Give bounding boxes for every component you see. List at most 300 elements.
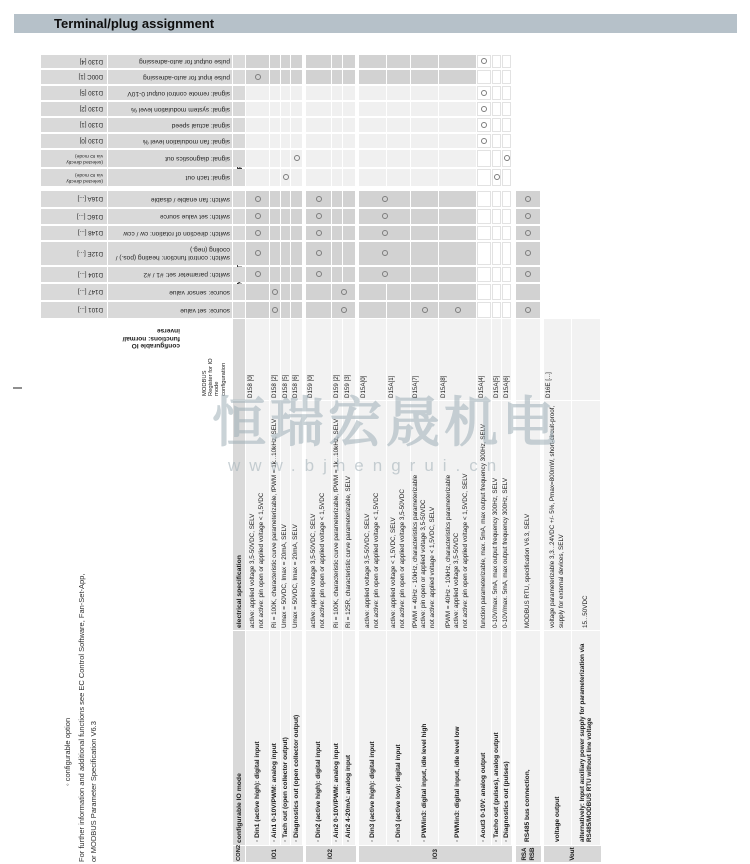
matrix-cell-direction-rsa: [516, 226, 540, 240]
matrix-cell-direction-diag_oc: [291, 226, 302, 240]
matrix-cell-diag_out-din3h: [359, 150, 386, 167]
io-mode-column-header: configurable IO mode: [233, 631, 245, 845]
matrix-cell-set_value-din1: [246, 302, 269, 318]
spec-line: active: applied voltage 3,5-50VDC, SELV: [309, 513, 317, 628]
spec-line: not active: pin open or applied voltage < 1,5VDC: [372, 492, 380, 628]
rotated-text-line: (selected directly: [66, 177, 103, 183]
rotated-text-line: source: sensor value: [169, 288, 230, 296]
con2-column-header: CON2: [233, 846, 245, 862]
availability-circle: [316, 214, 322, 220]
matrix-cell-tach_out-pwm3l: [439, 169, 476, 186]
fold-mark: [13, 387, 22, 389]
matrix-cell-speed-diag_oc: [291, 118, 302, 132]
rotated-text-wrap: [108, 209, 232, 224]
matrix-cell-pulse_in-din3h: [359, 70, 386, 84]
matrix-cell-pulse_out-din3l: [387, 55, 410, 68]
io-mode-diag_oc: [291, 631, 302, 845]
matrix-cell-speed-din3h: [359, 118, 386, 132]
availability-circle: [481, 106, 487, 112]
io-mode-vout1: [544, 631, 571, 845]
footnote-further-info: For further information and additional functions see EC Control Software, Fan-Set-App,: [77, 573, 86, 862]
rotated-text-line: pulse output for auto-adressing: [139, 58, 230, 66]
rotated-text-line: D130 [0]: [79, 137, 103, 145]
matrix-cell-param_set-din3hl: [359, 267, 410, 282]
matrix-cell-fan_enable-ain2a: [332, 191, 342, 207]
matrix-cell-speed-diag_p: [502, 118, 511, 132]
matrix-cell-fan_enable-din2: [306, 191, 331, 207]
register-aout3: [477, 319, 491, 400]
matrix-cell-diag_out-pwm3h: [411, 150, 438, 167]
matrix-cell-direction-tacho_p: [492, 226, 501, 240]
rotated-text-wrap: [41, 226, 107, 240]
matrix-cell-tach_out-aout3: [477, 169, 491, 186]
matrix-cell-ctrl_func-pwm3h: [411, 242, 438, 265]
io-mode-ain2b: [343, 631, 355, 845]
io-mode-din3h: [359, 631, 386, 845]
availability-circle: [382, 251, 388, 257]
io-mode-text: ◦ Ain1 0-10V/PWM: analog input: [271, 743, 279, 842]
matrix-cell-param_set-ain2a: [332, 267, 342, 282]
availability-circle: [255, 196, 261, 202]
matrix-cell-direction-din2: [306, 226, 331, 240]
spec-line: 0-10V/max. 5mA, max output frequency 300Hz, SELV: [502, 477, 510, 628]
matrix-cell-tach_out-din3h: [359, 169, 386, 186]
matrix-cell-ctrl_func-tacho_p: [492, 242, 501, 265]
matrix-cell-fan_enable-tach_oc: [281, 191, 290, 207]
rotated-text-line: switch: control function: heating (pos.) / cooling (neg.): [115, 246, 230, 261]
spec-line: voltage parameterizable 3,3...24VDC +/- 5%, Pmax=800mW, short-circuit-proof,: [548, 405, 556, 628]
matrix-cell-sensor_value-tach_oc: [281, 284, 290, 300]
availability-circle: [255, 230, 261, 236]
matrix-cell-speed-ain2a: [332, 118, 342, 132]
matrix-cell-diag_out-diag_oc: [291, 150, 302, 167]
register-tacho_p: [492, 319, 501, 400]
matrix-cell-speed-din3l: [387, 118, 410, 132]
matrix-cell-sv_source-diag_p: [502, 209, 511, 224]
io-mode-text: ◦ PWMin3: digital input, idle level low: [453, 726, 461, 842]
availability-circle: [504, 156, 510, 162]
register-code: D159 [0]: [307, 374, 314, 398]
io-mode-text: RS485 bus connection,: [524, 769, 532, 842]
rotated-text-wrap: [108, 226, 232, 240]
matrix-cell-sensor_value-din3h: [359, 284, 386, 300]
matrix-cell-ctrl_func-din3hl: [359, 242, 410, 265]
rotated-text-wrap: [108, 70, 232, 84]
availability-circle: [525, 307, 531, 313]
availability-circle: [382, 196, 388, 202]
matrix-cell-ctrl_func-rsa: [516, 242, 540, 265]
con2-group-IO3: [359, 846, 512, 862]
register-tach_oc: [281, 319, 290, 400]
matrix-cell-fan_mod-din2: [306, 134, 331, 148]
matrix-cell-ctrl_func-ain2a: [332, 242, 342, 265]
matrix-cell-remote-pwm3h: [411, 86, 438, 100]
register-din1: [246, 319, 269, 400]
matrix-cell-param_set-tach_oc: [281, 267, 290, 282]
matrix-cell-fan_mod-ain1: [270, 134, 280, 148]
matrix-cell-sys_mod-din3h: [359, 102, 386, 116]
matrix-cell-sys_mod-tacho_p: [492, 102, 501, 116]
rotated-text-line: D16C [...]: [76, 213, 103, 220]
matrix-cell-speed-din1: [246, 118, 269, 132]
register-code: D15A[6]: [503, 375, 510, 398]
matrix-cell-remote-diag_p: [502, 86, 511, 100]
matrix-cell-diag_out-aout3: [477, 150, 491, 167]
matrix-cell-tach_out-diag_oc: [291, 169, 302, 186]
availability-circle: [525, 214, 531, 220]
matrix-cell-ctrl_func-diag_p: [502, 242, 511, 265]
matrix-cell-sv_source-ain1: [270, 209, 280, 224]
spec-line: not active: pin open or applied voltage 3,5-50VDC: [398, 489, 406, 628]
spec-line: Ri = 100K, characteristic curve parameterizable, fPWM = 1k...10kHz, SELV: [332, 418, 340, 628]
matrix-cell-remote-tach_oc: [281, 86, 290, 100]
modbus-header-line2: Register for IO: [208, 358, 215, 396]
matrix-cell-sensor_value-din2: [306, 284, 331, 300]
function-headerrow-cell-sv_source: [233, 209, 245, 224]
matrix-cell-set_value-ain1: [270, 302, 280, 318]
io-mode-ain2a: [332, 631, 342, 845]
electrical-spec-column-header: electrical specification: [233, 401, 245, 630]
matrix-cell-pulse_in-pwm3h: [411, 70, 438, 84]
rotated-text-wrap: [41, 242, 107, 265]
spec-line: not active: pin open or applied voltage < 1,5VDC: [318, 492, 326, 628]
io-mode-din2: [306, 631, 331, 845]
spec-line: active: applied voltage 3,5-50VDC: [453, 532, 461, 628]
spec-rsa: [516, 401, 540, 630]
io-mode-pwm3l: [439, 631, 476, 845]
con2-group-Vout: [544, 846, 601, 862]
matrix-cell-remote-tacho_p: [492, 86, 501, 100]
rotated-text-line: D130 [4]: [79, 58, 103, 65]
matrix-cell-remote-diag_oc: [291, 86, 302, 100]
availability-circle: [525, 230, 531, 236]
matrix-cell-sv_source-rsa: [516, 209, 540, 224]
matrix-cell-sv_source-ain2a: [332, 209, 342, 224]
spec-line: Umax = 50VDC, Imax = 20mA, SELV: [281, 524, 289, 628]
availability-circle: [525, 196, 531, 202]
rotated-text-line: D16A [...]: [77, 195, 103, 203]
function-headerrow-cell-speed: [233, 118, 245, 132]
matrix-cell-set_value-ain2ab: [332, 302, 355, 318]
register-code: D15A[7]: [412, 375, 419, 398]
matrix-cell-fan_mod-din3h: [359, 134, 386, 148]
matrix-cell-diag_out-tach_oc: [281, 150, 290, 167]
function-headerrow-cell-fan_enable: [233, 191, 245, 207]
rotated-text-wrap: [41, 150, 107, 167]
availability-circle: [272, 289, 278, 295]
availability-circle: [255, 214, 261, 220]
matrix-cell-fan_mod-din3l: [387, 134, 410, 148]
rotated-text-wrap: [108, 102, 232, 116]
spec-line: Ri = 125R, characteristic curve parameterizable, SELV: [344, 476, 352, 628]
spec-line: 0-10V/max. 5mA, max output frequency 300Hz, SELV: [492, 477, 500, 628]
spec-line: not active: pin open or applied voltage < 1,5VDC, SELV: [461, 473, 469, 628]
rotated-text-line: D12E [...]: [77, 250, 103, 257]
rotated-text-wrap: [41, 102, 107, 116]
io-mode-text: ◦ Din3 (active high): digital input: [368, 741, 376, 842]
matrix-cell-pulse_out-din2: [306, 55, 331, 68]
availability-circle: [316, 251, 322, 257]
rotated-text-wrap: [41, 169, 107, 186]
matrix-cell-ctrl_func-tach_oc: [281, 242, 290, 265]
availability-circle: [481, 122, 487, 128]
rotated-text-line: D101 [...]: [77, 306, 103, 314]
availability-circle: [382, 214, 388, 220]
spec-line: MODBUS RTU, specification V6.3, SELV: [523, 513, 531, 628]
io-mode-rsa: [516, 631, 540, 845]
spec-din3l: [387, 401, 410, 630]
modbus-header-line4: configuration: [220, 362, 227, 396]
io-mode-text: ◦ Diagnostics out (open collector output): [292, 714, 300, 842]
matrix-cell-speed-ain2b: [343, 118, 355, 132]
matrix-cell-pulse_out-din1: [246, 55, 269, 68]
matrix-cell-sensor_value-aout3: [477, 284, 491, 300]
matrix-cell-param_set-ain1: [270, 267, 280, 282]
function-headerrow-cell-fan_mod: [233, 134, 245, 148]
spec-tach_oc: [281, 401, 290, 630]
matrix-cell-tach_out-din3l: [387, 169, 410, 186]
matrix-cell-speed-tach_oc: [281, 118, 290, 132]
rotated-text-wrap: [108, 86, 232, 100]
availability-circle: [481, 138, 487, 144]
rotated-text-line: via IO mode): [75, 153, 103, 159]
matrix-cell-direction-ain1: [270, 226, 280, 240]
con2-group-label: RSA: [521, 847, 528, 861]
spec-ain2b: [343, 401, 355, 630]
register-code: D15A[0]: [360, 375, 367, 398]
availability-circle: [382, 230, 388, 236]
matrix-cell-set_value-pwm3l: [439, 302, 476, 318]
rotated-text-line: D148 [...]: [77, 229, 103, 237]
matrix-cell-tach_out-tach_oc: [281, 169, 290, 186]
matrix-cell-pulse_in-ain1: [270, 70, 280, 84]
matrix-cell-direction-diag_p: [502, 226, 511, 240]
availability-circle: [294, 156, 300, 162]
availability-circle: [455, 307, 461, 313]
rotated-text-line: D130 [2]: [79, 105, 103, 113]
availability-circle: [272, 307, 278, 313]
register-code: D15A[4]: [478, 375, 485, 398]
matrix-cell-tach_out-ain2a: [332, 169, 342, 186]
matrix-cell-param_set-aout3: [477, 267, 491, 282]
watermark-cjk: 恒瑞宏晟机电: [212, 393, 560, 453]
io-functions-header-line2: functions: normal/: [122, 334, 180, 342]
matrix-cell-sys_mod-diag_oc: [291, 102, 302, 116]
matrix-cell-pulse_out-pwm3h: [411, 55, 438, 68]
function-headerrow-cell-ctrl_func: [233, 242, 245, 265]
matrix-cell-pulse_in-din2: [306, 70, 331, 84]
spec-din3h: [359, 401, 386, 630]
matrix-cell-param_set-rsa: [516, 267, 540, 282]
con2-group-label: Vout: [568, 847, 576, 861]
matrix-cell-sv_source-ain2b: [343, 209, 355, 224]
spec-pwm3l: [439, 401, 476, 630]
matrix-cell-sv_source-din2: [306, 209, 331, 224]
rotated-text-wrap: [108, 242, 232, 265]
matrix-cell-param_set-pwm3h: [411, 267, 438, 282]
matrix-cell-set_value-din2: [306, 302, 331, 318]
register-column-header-cell: [233, 319, 245, 400]
footnote-configurable-option: ◦ configurable option: [63, 717, 72, 786]
matrix-cell-ctrl_func-din2: [306, 242, 331, 265]
matrix-cell-pulse_out-pwm3l: [439, 55, 476, 68]
io-mode-text: ◦ PWMin3: digital input, idle level high: [420, 723, 428, 842]
availability-circle: [283, 175, 289, 181]
spec-tacho_p: [492, 401, 501, 630]
availability-circle: [255, 272, 261, 278]
availability-circle: [494, 175, 500, 181]
matrix-cell-sensor_value-rsa: [516, 284, 540, 300]
matrix-cell-tach_out-din2: [306, 169, 331, 186]
io-functions-header-line3: inverse: [156, 327, 180, 335]
matrix-cell-diag_out-tacho_p: [492, 150, 501, 167]
spec-ain1: [270, 401, 280, 630]
matrix-cell-param_set-din2: [306, 267, 331, 282]
con2-group-label: IO1: [270, 849, 278, 859]
matrix-cell-sys_mod-ain2b: [343, 102, 355, 116]
matrix-cell-fan_mod-din1: [246, 134, 269, 148]
rotated-text-line: D104 [...]: [77, 271, 103, 278]
rotated-text-line: switch: direction of rotation: cw / ccw: [123, 229, 230, 237]
spec-aout3: [477, 401, 491, 630]
matrix-cell-direction-tach_oc: [281, 226, 290, 240]
spec-ain2a: [332, 401, 342, 630]
function-headerrow-cell-remote: [233, 86, 245, 100]
matrix-cell-sv_source-pwm3h: [411, 209, 438, 224]
matrix-cell-sv_source-din3hl: [359, 209, 410, 224]
function-headerrow-cell-pulse_in: [233, 70, 245, 84]
rotated-text-line: signal: remote control output 0-10V: [127, 89, 230, 97]
register-code: D158 [6]: [292, 374, 299, 398]
register-vout2: [572, 319, 600, 400]
matrix-cell-direction-ain2b: [343, 226, 355, 240]
matrix-cell-direction-din3hl: [359, 226, 410, 240]
matrix-cell-pulse_in-tacho_p: [492, 70, 501, 84]
spec-din2: [306, 401, 331, 630]
matrix-cell-sys_mod-pwm3h: [411, 102, 438, 116]
register-diag_p: [502, 319, 511, 400]
matrix-cell-pulse_in-diag_p: [502, 70, 511, 84]
rotated-text-wrap: [108, 55, 232, 68]
matrix-cell-sv_source-pwm3l: [439, 209, 476, 224]
matrix-cell-sys_mod-pwm3l: [439, 102, 476, 116]
register-diag_oc: [291, 319, 302, 400]
matrix-cell-fan_enable-ain1: [270, 191, 280, 207]
matrix-cell-param_set-diag_oc: [291, 267, 302, 282]
matrix-cell-diag_out-din3l: [387, 150, 410, 167]
io-mode-text: ◦ Ain2 0-10V/PWM: analog input: [333, 743, 341, 842]
availability-circle: [255, 74, 261, 80]
availability-circle: [316, 272, 322, 278]
matrix-cell-sensor_value-diag_oc: [291, 284, 302, 300]
rotated-text-line: D130 [1]: [79, 121, 103, 129]
io-mode-text: ◦ Tach out (open collector output): [281, 737, 289, 842]
matrix-cell-pulse_out-ain2a: [332, 55, 342, 68]
matrix-cell-diag_out-diag_p: [502, 150, 511, 167]
matrix-cell-remote-aout3: [477, 86, 491, 100]
spec-diag_oc: [291, 401, 302, 630]
availability-circle: [341, 289, 347, 295]
io-mode-text: voltage output: [553, 796, 561, 842]
availability-circle: [255, 251, 261, 257]
matrix-cell-pulse_in-pwm3l: [439, 70, 476, 84]
matrix-cell-param_set-ain2b: [343, 267, 355, 282]
matrix-cell-fan_mod-aout3: [477, 134, 491, 148]
matrix-cell-diag_out-din2: [306, 150, 331, 167]
rotated-text-line: signal: diagnostics out: [165, 155, 230, 163]
matrix-cell-remote-din2: [306, 86, 331, 100]
spec-line: fPWM = 40Hz - 10kHz, characteristics parameterizable: [444, 474, 452, 628]
rotated-text-wrap: [41, 191, 107, 207]
matrix-cell-tach_out-ain1: [270, 169, 280, 186]
matrix-cell-sv_source-tacho_p: [492, 209, 501, 224]
modbus-header-line3: mode: [214, 381, 221, 396]
matrix-cell-diag_out-ain2b: [343, 150, 355, 167]
rotated-text-line: pulse input for auto-adressing: [143, 73, 230, 81]
function-headerrow-cell-direction: [233, 226, 245, 240]
matrix-cell-fan_mod-tacho_p: [492, 134, 501, 148]
matrix-cell-fan_enable-diag_p: [502, 191, 511, 207]
spec-line: not active: applied voltage < 1,5VDC, SELV: [428, 506, 436, 628]
rotated-text-wrap: [108, 134, 232, 148]
matrix-cell-direction-aout3: [477, 226, 491, 240]
matrix-cell-pulse_in-din1: [246, 70, 269, 84]
matrix-cell-fan_mod-tach_oc: [281, 134, 290, 148]
matrix-cell-sys_mod-din3l: [387, 102, 410, 116]
matrix-cell-set_value-tach_oc: [281, 302, 290, 318]
matrix-cell-pulse_out-diag_p: [502, 55, 511, 68]
matrix-cell-pulse_out-ain2b: [343, 55, 355, 68]
availability-circle: [525, 251, 531, 257]
io-mode-aout3: [477, 631, 491, 845]
rotated-text-line: D147 [...]: [77, 288, 103, 296]
spec-line: function parameterizable, max. 5mA, max output frequency 300Hz, SELV: [479, 424, 487, 628]
function-headerrow-cell-sys_mod: [233, 102, 245, 116]
matrix-cell-pulse_in-ain2b: [343, 70, 355, 84]
matrix-cell-pulse_in-diag_oc: [291, 70, 302, 84]
matrix-cell-set_value-diag_p: [502, 302, 511, 318]
spec-vout2: [572, 401, 600, 630]
availability-circle: [481, 59, 487, 65]
matrix-cell-fan_enable-din1: [246, 191, 269, 207]
matrix-cell-ctrl_func-ain2b: [343, 242, 355, 265]
function-headerrow-cell-diag_out: [233, 150, 245, 167]
matrix-cell-set_value-din3l: [387, 302, 410, 318]
watermark-url: www.bjhengrui.cn: [228, 456, 506, 475]
matrix-cell-param_set-din1: [246, 267, 269, 282]
matrix-cell-pulse_in-tach_oc: [281, 70, 290, 84]
rotated-text-line: signal: tach out: [185, 174, 230, 182]
function-headerrow-cell-set_value: [233, 302, 245, 318]
rotated-text-wrap: [108, 302, 232, 318]
page-title: Terminal/plug assignment: [54, 16, 215, 31]
io-mode-text: ◦ Aout3 0-10V: analog output: [480, 752, 488, 842]
matrix-cell-remote-ain2a: [332, 86, 342, 100]
matrix-cell-fan_mod-diag_oc: [291, 134, 302, 148]
io-mode-text: alternatively: Input auxiliary power supply for parameterization via RS485/MODBUS RTU without line voltage: [578, 643, 593, 842]
matrix-cell-direction-pwm3h: [411, 226, 438, 240]
matrix-cell-diag_out-ain1: [270, 150, 280, 167]
con2-group-IO2: [306, 846, 356, 862]
matrix-cell-fan_enable-pwm3l: [439, 191, 476, 207]
io-mode-din3l: [387, 631, 410, 845]
function-headerrow-cell-sensor_value: [233, 284, 245, 300]
matrix-cell-direction-pwm3l: [439, 226, 476, 240]
register-vout1: [544, 319, 571, 400]
register-pwm3h: [411, 319, 438, 400]
matrix-cell-sys_mod-ain1: [270, 102, 280, 116]
matrix-cell-speed-ain1: [270, 118, 280, 132]
